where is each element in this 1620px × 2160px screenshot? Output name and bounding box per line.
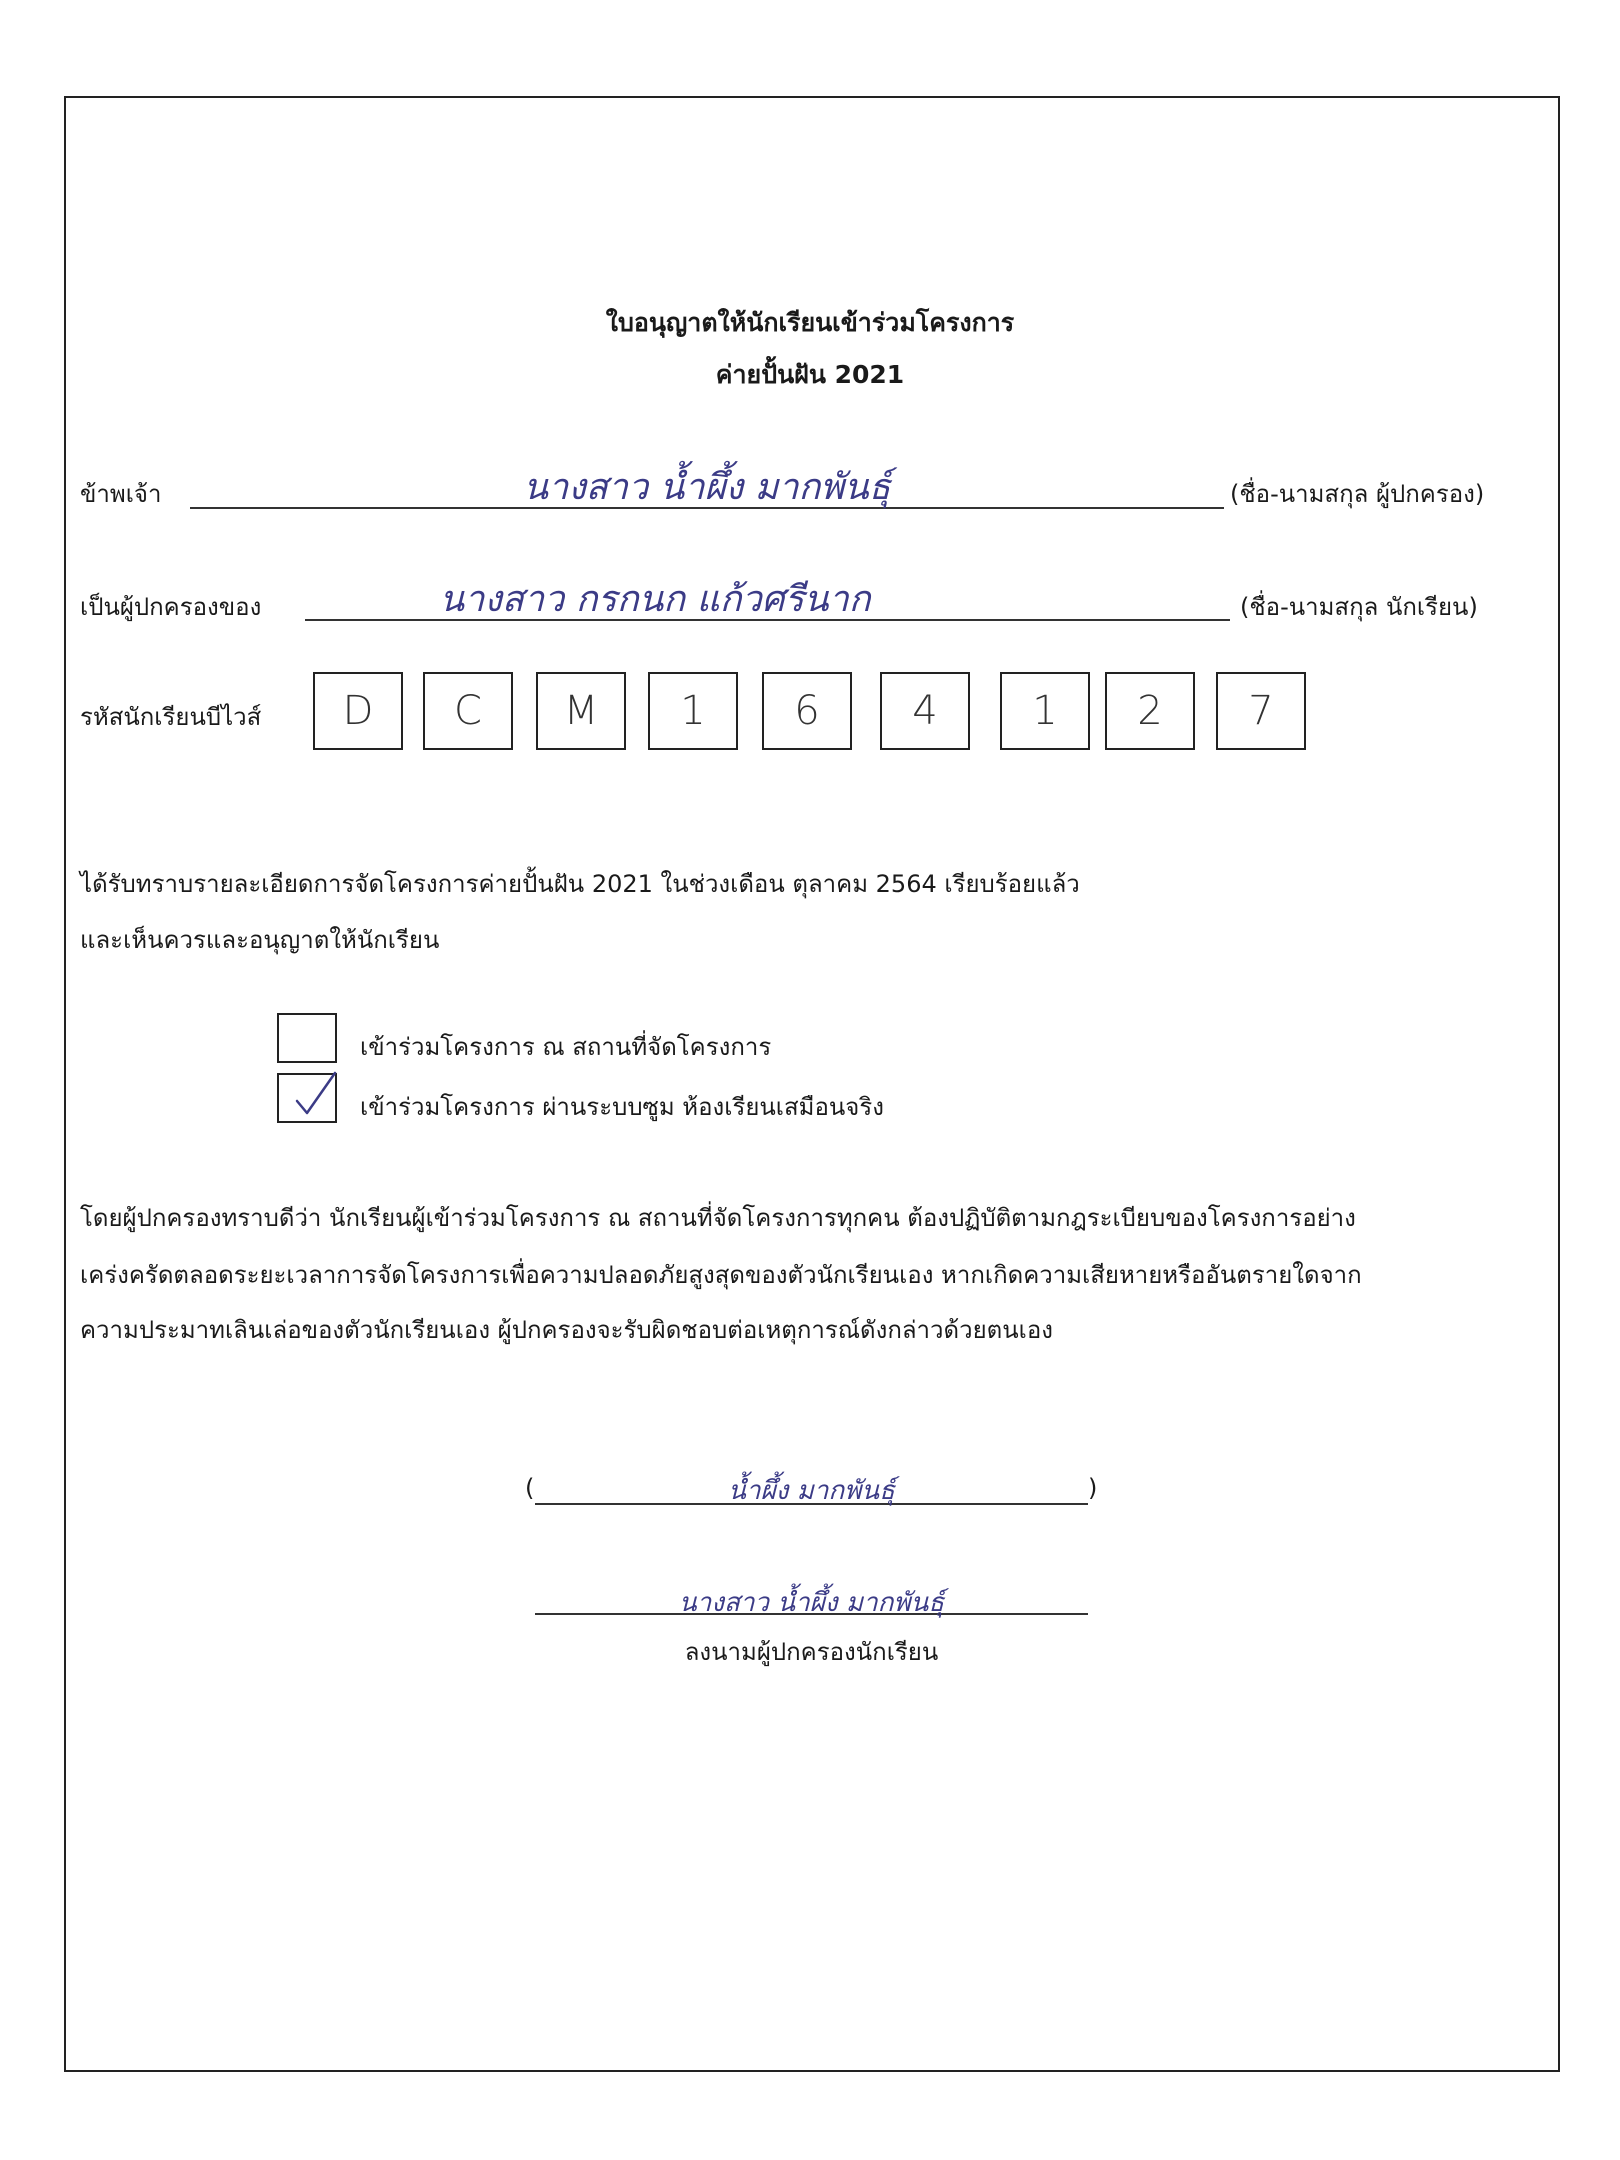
terms-line-3: ความประมาทเลินเล่อของตัวนักเรียนเอง ผู้ปกครองจะรับผิดชอบต่อเหตุการณ์ดังกล่าวด้วยตนเอง [80,1316,1053,1344]
student-id-box[interactable]: D [313,672,403,750]
student-id-box[interactable]: M [536,672,626,750]
sig-printed-name[interactable]: น้ำผึ้ง มากพันธุ์ [728,1476,895,1506]
student-id-box[interactable]: 6 [762,672,852,750]
student-id-box[interactable]: 7 [1216,672,1306,750]
student-name-handwritten[interactable]: นางสาว กรกนก แก้วศรีนาก [439,579,871,620]
sig-paren-close: ) [1088,1474,1098,1502]
ack-line-2: และเห็นควรและอนุญาตให้นักเรียน [80,926,440,954]
student-name-hint: (ชื่อ-นามสกุล นักเรียน) [1240,593,1478,621]
guardian-name-hint: (ชื่อ-นามสกุล ผู้ปกครอง) [1230,480,1485,508]
form-title: ใบอนุญาตให้นักเรียนเข้าร่วมโครงการ [605,308,1015,337]
checkmark-icon [277,1053,341,1125]
signature-caption: ลงนามผู้ปกครองนักเรียน [684,1638,939,1666]
online-checkbox[interactable] [277,1073,337,1123]
guardian-name-handwritten[interactable]: นางสาว น้ำผึ้ง มากพันธุ์ [523,467,891,508]
student-id-box[interactable]: C [423,672,513,750]
guardian-label: ข้าพเจ้า [80,480,162,508]
online-option-label: เข้าร่วมโครงการ ผ่านระบบซูม ห้องเรียนเสมือนจริง [360,1093,884,1121]
student-id-box[interactable]: 2 [1105,672,1195,750]
student-id-box[interactable]: 4 [880,672,970,750]
student-label: เป็นผู้ปกครองของ [80,593,262,621]
terms-line-2: เคร่งครัดตลอดระยะเวลาการจัดโครงการเพื่อความปลอดภัยสูงสุดของตัวนักเรียนเอง หากเกิดความเสียหายหรืออันตรายใดจาก [80,1261,1362,1289]
guardian-signature[interactable]: นางสาว น้ำผึ้ง มากพันธุ์ [678,1588,945,1618]
terms-line-1: โดยผู้ปกครองทราบดีว่า นักเรียนผู้เข้าร่วมโครงการ ณ สถานที่จัดโครงการทุกคน ต้องปฏิบัติตามกฎระเบียบของโครงการอย่าง [80,1204,1356,1232]
sig-paren-open: ( [525,1474,535,1502]
student-id-box[interactable]: 1 [1000,672,1090,750]
student-id-box[interactable]: 1 [648,672,738,750]
ack-line-1: ได้รับทราบรายละเอียดการจัดโครงการค่ายปั้นฝัน 2021 ในช่วงเดือน ตุลาคม 2564 เรียบร้อยแล้ว [80,870,1080,898]
form-subtitle: ค่ายปั้นฝัน 2021 [715,360,905,389]
student-id-label: รหัสนักเรียนบีไวส์ [80,703,262,731]
onsite-option-label: เข้าร่วมโครงการ ณ สถานที่จัดโครงการ [360,1033,772,1061]
